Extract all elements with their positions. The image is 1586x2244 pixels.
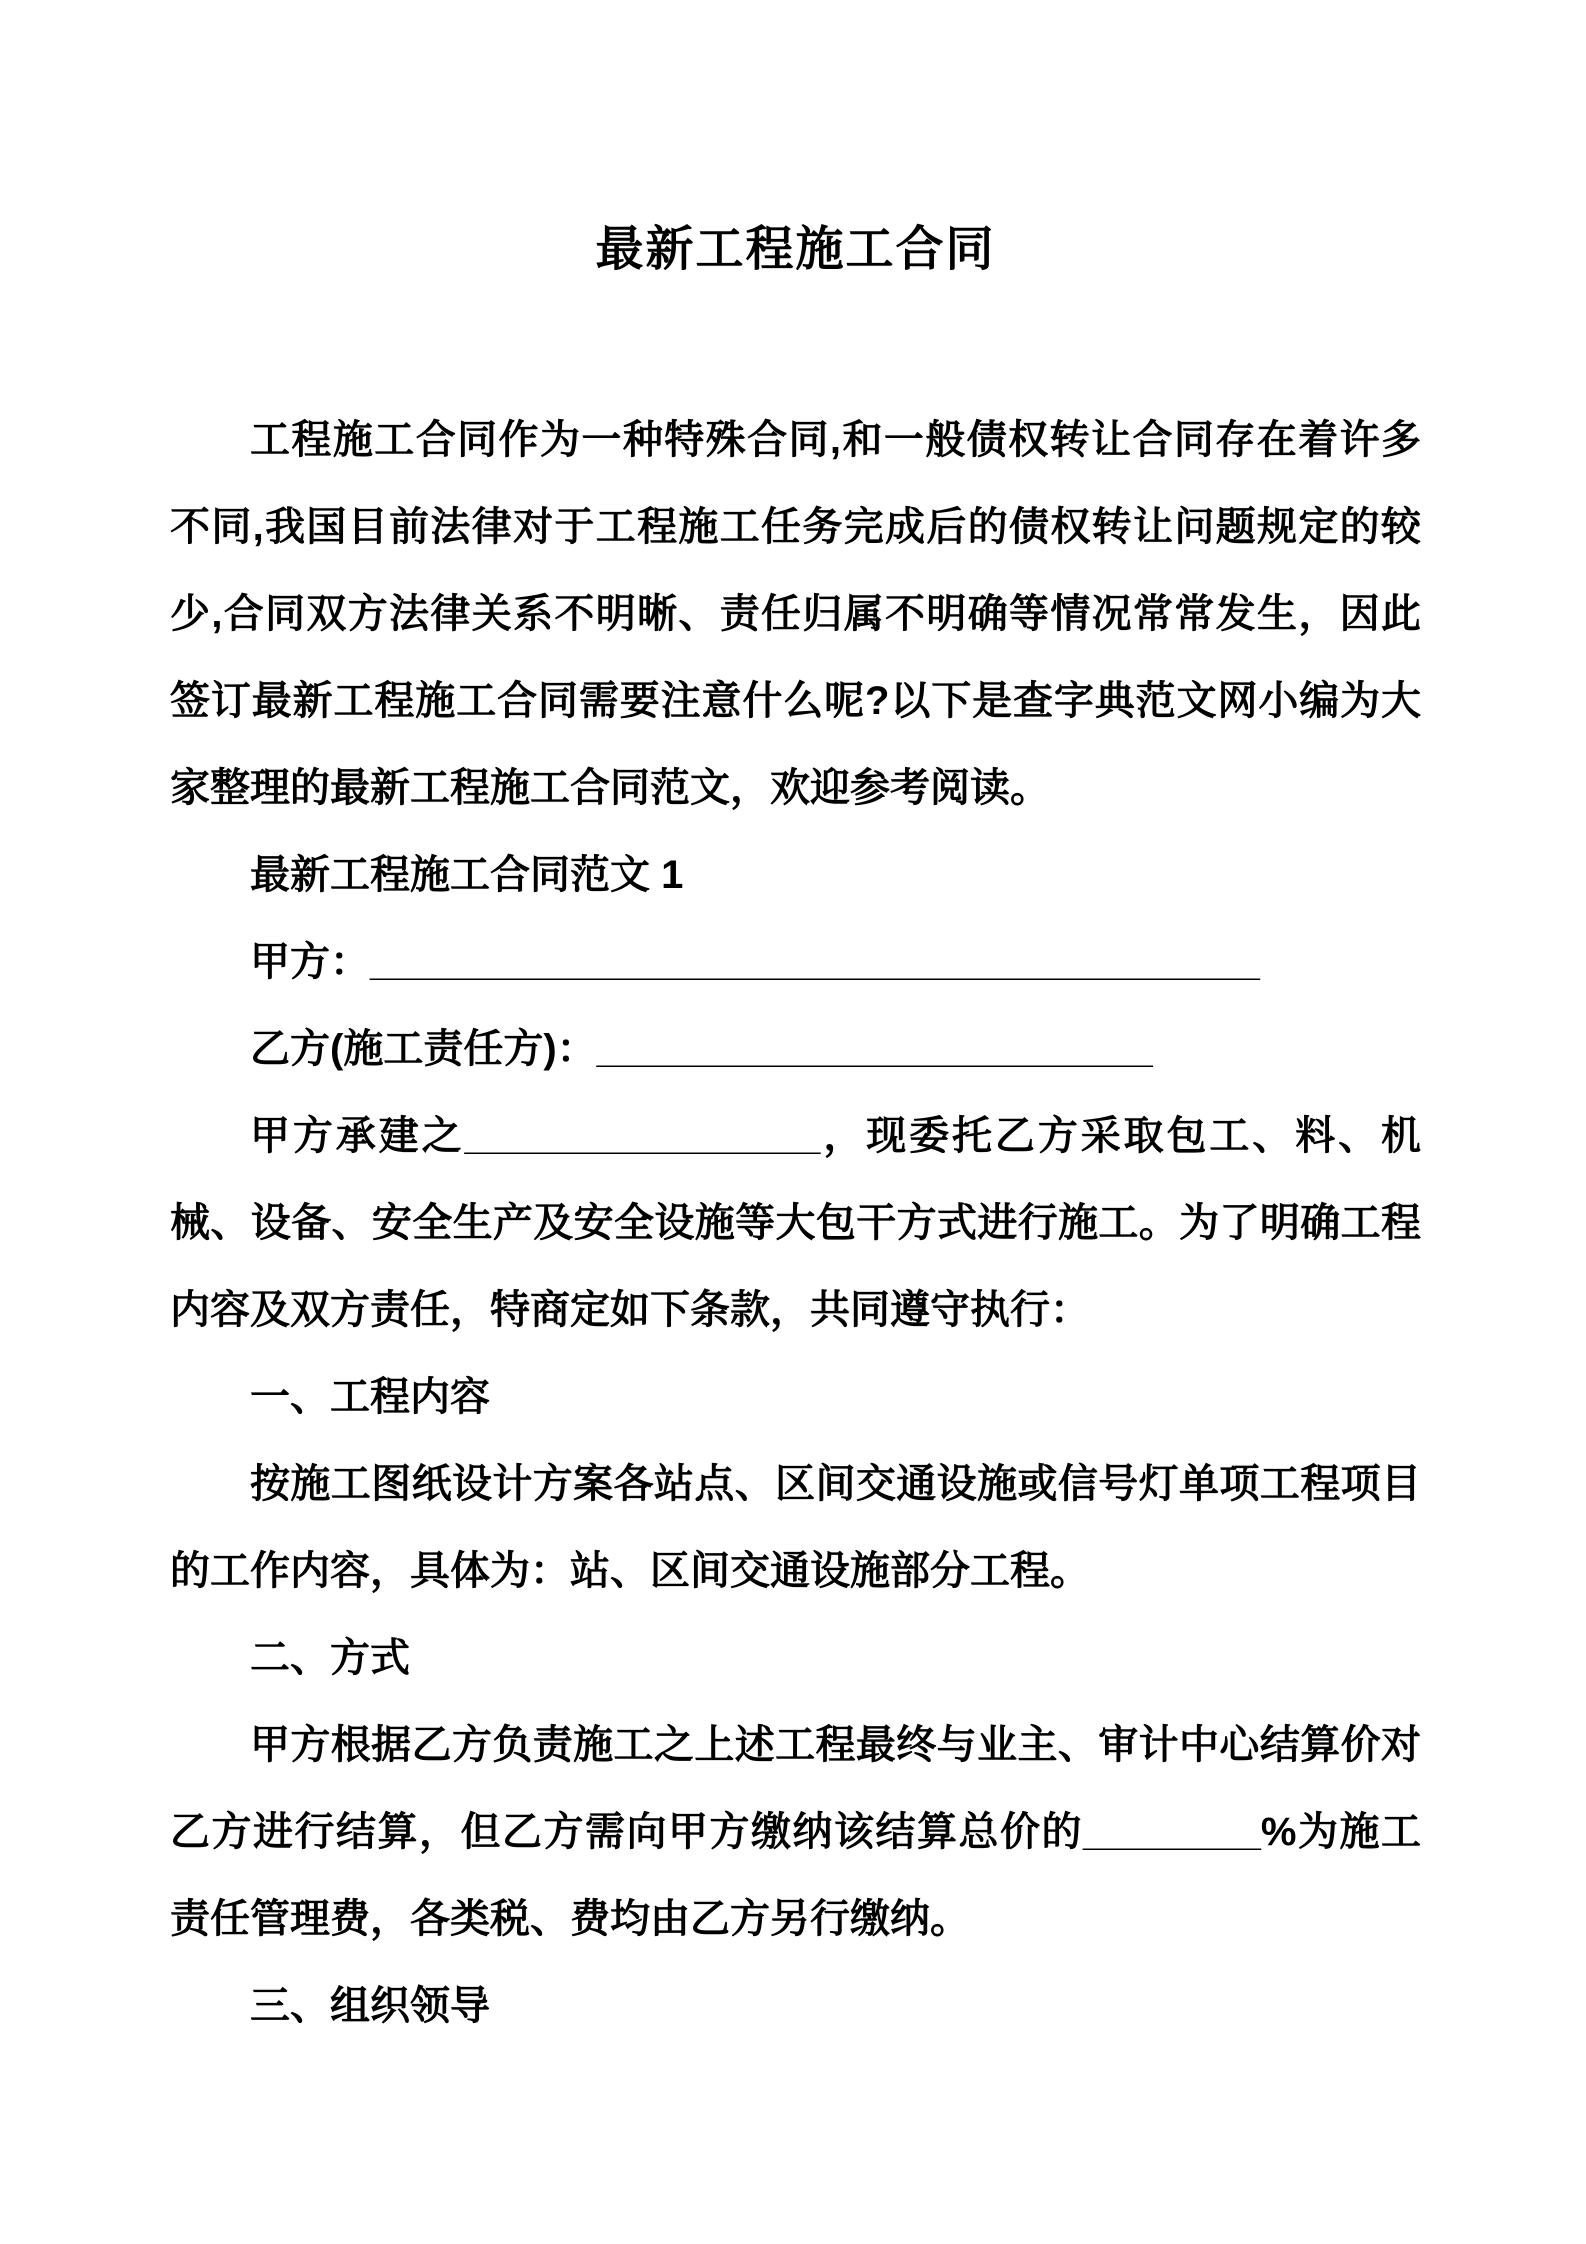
party-a-field: 甲方：________________________________________ (250, 940, 1260, 984)
section-1-heading: 一、工程内容 (250, 1375, 490, 1419)
document-body (170, 397, 1421, 2050)
section-2-paragraph: 甲方根据乙方负责施工之上述工程最终与业主、审计中心结算价对乙方进行结算，但乙方需向甲方缴纳该结算总价的________%为施工责任管理费，各类税、费均由乙方另行缴纳。 (170, 1723, 1421, 1941)
commission-paragraph: 甲方承建之________________，现委托乙方采取包工、料、机械、设备、安全生产及安全设施等大包干方式进行施工。为了明确工程内容及双方责任，特商定如下条款，共同遵守执行： (170, 1114, 1421, 1332)
intro-paragraph: 工程施工合同作为一种特殊合同,和一般债权转让合同存在着许多不同,我国目前法律对于工程施工任务完成后的债权转让问题规定的较少,合同双方法律关系不明晰、责任归属不明确等情况常常发生，因此签订最新工程施工合同需要注意什么呢?以下是查字典范文网小编为大家整理的最新工程施工合同范文，欢迎参考阅读。 (170, 418, 1421, 810)
party-b-field: 乙方(施工责任方)：_________________________ (250, 1027, 1153, 1071)
section-3-heading: 三、组织领导 (250, 1984, 490, 2028)
section-1-paragraph: 按施工图纸设计方案各站点、区间交通设施或信号灯单项工程项目的工作内容，具体为：站、区间交通设施部分工程。 (170, 1462, 1421, 1593)
document-title: 最新工程施工合同 (595, 223, 996, 276)
sample-title: 最新工程施工合同范文 1 (250, 853, 684, 897)
section-2-heading: 二、方式 (250, 1636, 410, 1680)
